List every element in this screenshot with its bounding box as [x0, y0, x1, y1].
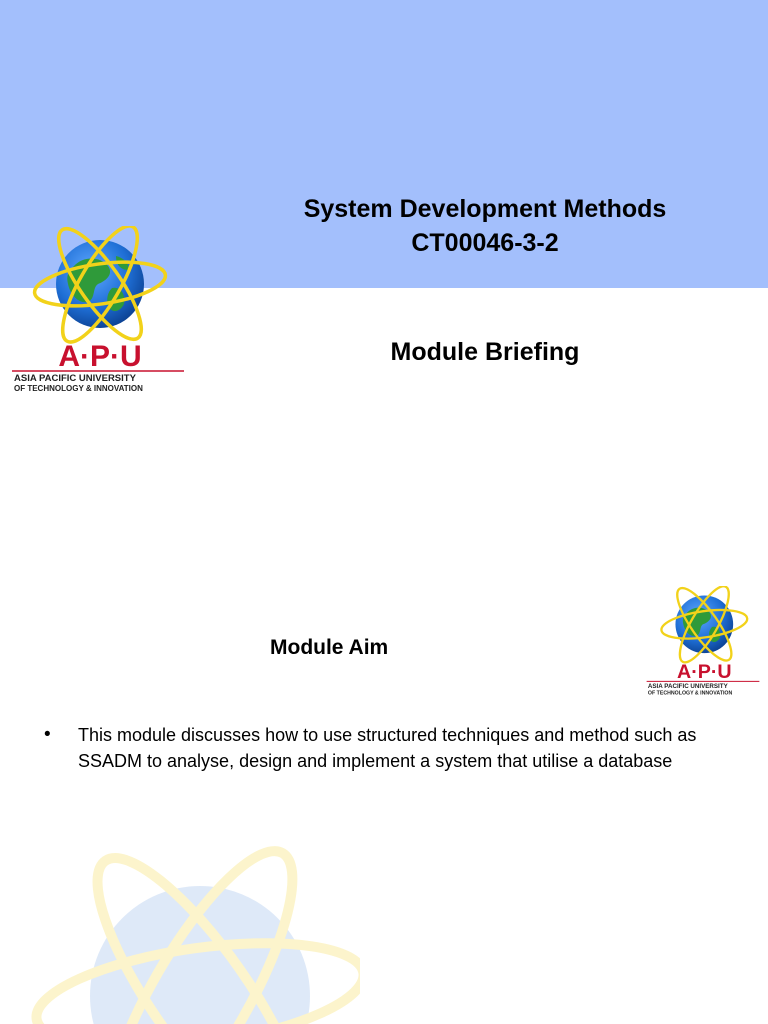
logo-line-1: ASIA PACIFIC UNIVERSITY — [14, 373, 136, 384]
logo-acronym: A·P·U — [677, 661, 732, 684]
apu-logo-small — [644, 586, 762, 698]
section-title: Module Aim — [270, 636, 389, 659]
logo-acronym: A·P·U — [58, 340, 142, 373]
slide-title — [210, 192, 760, 260]
watermark-globe-icon — [30, 826, 360, 1024]
slide-subtitle: Module Briefing — [390, 338, 580, 366]
logo-line-2: OF TECHNOLOGY & INNOVATION — [647, 690, 733, 697]
logo-line-1: ASIA PACIFIC UNIVERSITY — [647, 682, 728, 690]
title-line-2: CT00046-3-2 — [411, 229, 559, 257]
title-line-1: System Development Methods — [303, 195, 667, 223]
logo-line-2: OF TECHNOLOGY & INNOVATION — [14, 384, 143, 393]
bullet-item — [44, 722, 734, 774]
slide-module-aim — [0, 576, 768, 1024]
apu-logo — [8, 226, 188, 396]
bullet-marker: • — [44, 724, 51, 745]
bullet-text: This module discusses how to use structured techniques and method such as SSADM to analyse, design and implement a system that utilise a database — [78, 725, 697, 771]
